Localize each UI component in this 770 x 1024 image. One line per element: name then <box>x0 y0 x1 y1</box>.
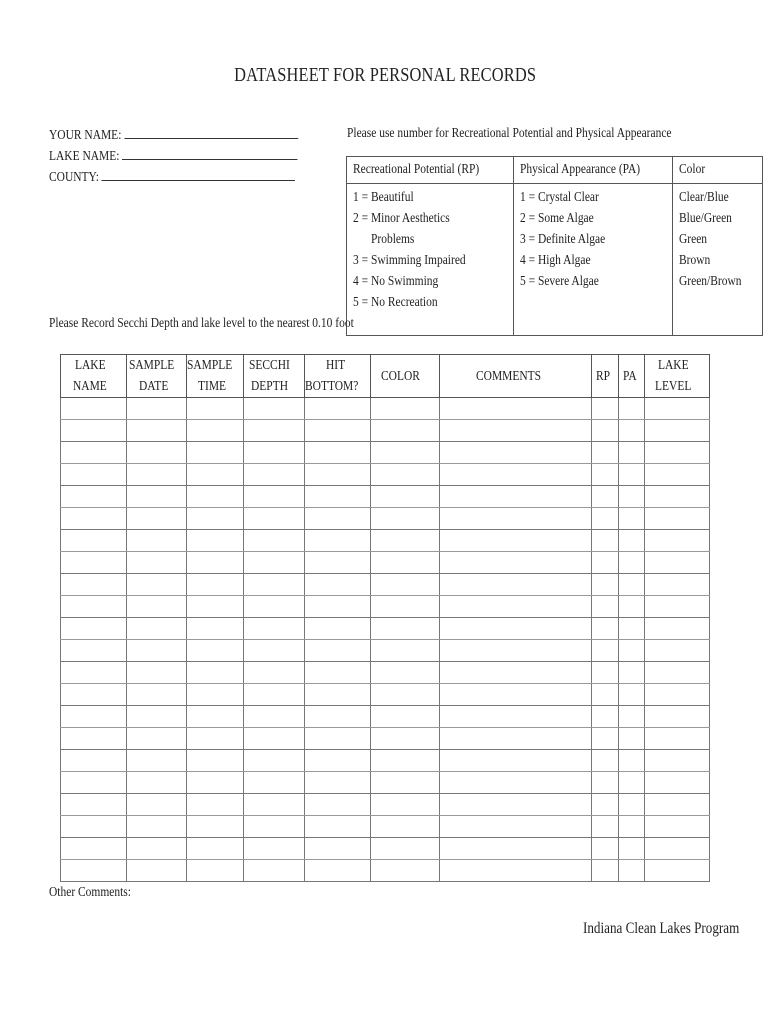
table-cell[interactable] <box>592 508 618 530</box>
table-cell[interactable] <box>618 750 644 772</box>
table-cell[interactable] <box>187 508 243 530</box>
table-row <box>61 486 710 508</box>
table-cell[interactable] <box>439 728 592 750</box>
table-cell[interactable] <box>304 574 370 596</box>
your-name-label: YOUR NAME: <box>49 128 122 143</box>
table-cell[interactable] <box>439 640 592 662</box>
table-cell[interactable] <box>126 772 187 794</box>
table-cell[interactable] <box>370 728 439 750</box>
table-cell[interactable] <box>243 420 304 442</box>
lake-name-label: LAKE NAME: <box>49 149 120 164</box>
table-cell[interactable] <box>304 662 370 684</box>
col-lake-name: LAKE NAME <box>61 355 127 398</box>
legend-table <box>346 156 763 336</box>
table-row <box>61 640 710 662</box>
table-cell[interactable] <box>592 860 618 882</box>
table-cell[interactable] <box>304 706 370 728</box>
color-item: Green/Brown <box>679 274 742 289</box>
table-cell[interactable] <box>618 398 644 420</box>
table-cell[interactable] <box>187 618 243 640</box>
table-cell[interactable] <box>126 816 187 838</box>
table-cell[interactable] <box>592 794 618 816</box>
table-cell[interactable] <box>187 574 243 596</box>
table-cell[interactable] <box>439 684 592 706</box>
table-cell[interactable] <box>126 398 187 420</box>
table-cell[interactable] <box>592 530 618 552</box>
table-cell[interactable] <box>304 794 370 816</box>
table-cell[interactable] <box>370 464 439 486</box>
table-cell[interactable] <box>187 794 243 816</box>
table-cell[interactable] <box>187 860 243 882</box>
table-cell[interactable] <box>439 398 592 420</box>
table-cell[interactable] <box>370 486 439 508</box>
legend-header-color: Color <box>673 157 762 184</box>
col-color: COLOR <box>370 355 439 398</box>
table-cell[interactable] <box>370 794 439 816</box>
table-cell[interactable] <box>592 574 618 596</box>
color-item: Green <box>679 232 708 247</box>
table-cell[interactable] <box>61 706 127 728</box>
table-cell[interactable] <box>439 662 592 684</box>
pa-item: 4 = High Algae <box>519 253 591 268</box>
your-name-field[interactable] <box>49 126 353 144</box>
pa-list <box>513 184 672 336</box>
table-cell[interactable] <box>61 486 127 508</box>
table-cell[interactable] <box>61 838 127 860</box>
table-cell[interactable] <box>618 596 644 618</box>
table-cell[interactable] <box>370 684 439 706</box>
table-cell[interactable] <box>187 816 243 838</box>
table-cell[interactable] <box>645 838 710 860</box>
table-cell[interactable] <box>243 618 304 640</box>
legend-header-rp: Recreational Potential (RP) <box>347 157 514 184</box>
table-cell[interactable] <box>618 838 644 860</box>
table-cell[interactable] <box>187 772 243 794</box>
table-cell[interactable] <box>243 662 304 684</box>
table-cell[interactable] <box>592 816 618 838</box>
table-cell[interactable] <box>243 728 304 750</box>
lake-name-line[interactable] <box>122 147 297 160</box>
table-cell[interactable] <box>187 552 243 574</box>
table-cell[interactable] <box>126 508 187 530</box>
color-item: Brown <box>679 253 711 268</box>
table-row <box>61 552 710 574</box>
table-cell[interactable] <box>439 618 592 640</box>
table-cell[interactable] <box>618 662 644 684</box>
table-cell[interactable] <box>439 420 592 442</box>
table-cell[interactable] <box>618 442 644 464</box>
table-cell[interactable] <box>61 750 127 772</box>
table-cell[interactable] <box>243 442 304 464</box>
table-cell[interactable] <box>618 794 644 816</box>
color-item: Blue/Green <box>679 211 733 226</box>
table-cell[interactable] <box>304 640 370 662</box>
table-cell[interactable] <box>61 442 127 464</box>
table-cell[interactable] <box>618 464 644 486</box>
rp-item: 4 = No Swimming <box>353 274 439 289</box>
table-cell[interactable] <box>645 750 710 772</box>
table-cell[interactable] <box>126 596 187 618</box>
table-cell[interactable] <box>61 816 127 838</box>
table-cell[interactable] <box>439 860 592 882</box>
table-cell[interactable] <box>370 596 439 618</box>
table-row <box>61 442 710 464</box>
table-cell[interactable] <box>439 706 592 728</box>
rp-list <box>347 184 514 336</box>
table-cell[interactable] <box>187 684 243 706</box>
table-cell[interactable] <box>61 398 127 420</box>
table-cell[interactable] <box>592 838 618 860</box>
pa-item: 5 = Severe Algae <box>519 274 599 289</box>
table-cell[interactable] <box>645 552 710 574</box>
pa-item: 3 = Definite Algae <box>519 232 606 247</box>
table-cell[interactable] <box>243 860 304 882</box>
table-cell[interactable] <box>370 838 439 860</box>
other-comments-label: Other Comments: <box>49 885 131 900</box>
table-cell[interactable] <box>592 398 618 420</box>
table-cell[interactable] <box>304 750 370 772</box>
table-cell[interactable] <box>126 662 187 684</box>
table-row <box>61 728 710 750</box>
table-cell[interactable] <box>370 750 439 772</box>
table-cell[interactable] <box>126 574 187 596</box>
table-cell[interactable] <box>439 596 592 618</box>
table-row <box>61 530 710 552</box>
table-row <box>61 596 710 618</box>
table-row <box>61 838 710 860</box>
table-row <box>61 618 710 640</box>
table-cell[interactable] <box>61 640 127 662</box>
table-cell[interactable] <box>304 860 370 882</box>
table-cell[interactable] <box>370 706 439 728</box>
table-cell[interactable] <box>645 486 710 508</box>
table-row <box>61 662 710 684</box>
table-row <box>61 574 710 596</box>
table-cell[interactable] <box>187 464 243 486</box>
table-cell[interactable] <box>126 860 187 882</box>
table-cell[interactable] <box>645 574 710 596</box>
table-cell[interactable] <box>61 772 127 794</box>
col-secchi-depth: SECCHI DEPTH <box>243 355 304 398</box>
your-name-line[interactable] <box>124 126 298 139</box>
table-cell[interactable] <box>61 860 127 882</box>
col-sample-time: SAMPLE TIME <box>187 355 243 398</box>
table-cell[interactable] <box>304 486 370 508</box>
lake-name-field[interactable] <box>49 147 352 165</box>
pa-item: 2 = Some Algae <box>519 211 594 226</box>
table-cell[interactable] <box>645 618 710 640</box>
table-cell[interactable] <box>618 420 644 442</box>
table-cell[interactable] <box>243 640 304 662</box>
table-cell[interactable] <box>243 772 304 794</box>
table-cell[interactable] <box>370 860 439 882</box>
table-cell[interactable] <box>126 420 187 442</box>
table-cell[interactable] <box>439 574 592 596</box>
table-cell[interactable] <box>618 816 644 838</box>
county-label: COUNTY: <box>49 170 99 185</box>
table-cell[interactable] <box>439 486 592 508</box>
table-cell[interactable] <box>370 530 439 552</box>
table-row <box>61 420 710 442</box>
table-cell[interactable] <box>645 420 710 442</box>
rp-item: 3 = Swimming Impaired <box>353 253 466 268</box>
legend-instruction: Please use number for Recreational Potential and Physical Appearance <box>347 126 672 141</box>
table-cell[interactable] <box>645 464 710 486</box>
table-cell[interactable] <box>618 618 644 640</box>
table-cell[interactable] <box>645 794 710 816</box>
table-cell[interactable] <box>370 552 439 574</box>
table-cell[interactable] <box>592 684 618 706</box>
table-cell[interactable] <box>370 662 439 684</box>
table-cell[interactable] <box>304 442 370 464</box>
table-cell[interactable] <box>243 486 304 508</box>
table-cell[interactable] <box>592 464 618 486</box>
table-cell[interactable] <box>592 772 618 794</box>
table-cell[interactable] <box>370 508 439 530</box>
table-cell[interactable] <box>592 596 618 618</box>
table-cell[interactable] <box>618 728 644 750</box>
table-cell[interactable] <box>592 640 618 662</box>
table-cell[interactable] <box>187 838 243 860</box>
table-cell[interactable] <box>370 420 439 442</box>
table-cell[interactable] <box>592 728 618 750</box>
table-row <box>61 706 710 728</box>
table-cell[interactable] <box>618 860 644 882</box>
table-cell[interactable] <box>618 640 644 662</box>
table-cell[interactable] <box>187 486 243 508</box>
col-rp: RP <box>592 355 618 398</box>
col-hit-bottom: HIT BOTTOM? <box>304 355 370 398</box>
color-item: Clear/Blue <box>679 190 730 205</box>
table-cell[interactable] <box>645 442 710 464</box>
table-cell[interactable] <box>61 420 127 442</box>
table-cell[interactable] <box>645 662 710 684</box>
rp-item: Problems <box>371 232 415 247</box>
legend-body-row <box>347 184 763 336</box>
col-lake-level: LAKE LEVEL <box>645 355 710 398</box>
table-cell[interactable] <box>645 398 710 420</box>
table-cell[interactable] <box>645 596 710 618</box>
table-cell[interactable] <box>370 442 439 464</box>
table-cell[interactable] <box>304 816 370 838</box>
table-cell[interactable] <box>61 684 127 706</box>
rp-item: 5 = No Recreation <box>353 295 438 310</box>
table-cell[interactable] <box>187 662 243 684</box>
table-cell[interactable] <box>187 420 243 442</box>
table-cell[interactable] <box>370 816 439 838</box>
col-sample-date: SAMPLE DATE <box>126 355 187 398</box>
table-cell[interactable] <box>304 618 370 640</box>
table-cell[interactable] <box>439 508 592 530</box>
table-cell[interactable] <box>187 728 243 750</box>
table-row <box>61 860 710 882</box>
table-cell[interactable] <box>592 420 618 442</box>
table-cell[interactable] <box>187 398 243 420</box>
table-cell[interactable] <box>370 398 439 420</box>
table-cell[interactable] <box>126 706 187 728</box>
footer-program-name: Indiana Clean Lakes Program <box>583 920 740 937</box>
records-table <box>60 354 710 882</box>
table-cell[interactable] <box>645 860 710 882</box>
table-cell[interactable] <box>187 750 243 772</box>
table-cell[interactable] <box>126 794 187 816</box>
table-cell[interactable] <box>126 728 187 750</box>
table-cell[interactable] <box>61 618 127 640</box>
table-cell[interactable] <box>645 816 710 838</box>
table-cell[interactable] <box>304 552 370 574</box>
table-cell[interactable] <box>439 530 592 552</box>
table-cell[interactable] <box>618 684 644 706</box>
table-cell[interactable] <box>618 706 644 728</box>
table-cell[interactable] <box>304 530 370 552</box>
table-cell[interactable] <box>243 684 304 706</box>
table-cell[interactable] <box>370 618 439 640</box>
table-row <box>61 684 710 706</box>
table-cell[interactable] <box>243 706 304 728</box>
table-cell[interactable] <box>243 596 304 618</box>
table-cell[interactable] <box>243 552 304 574</box>
pa-item: 1 = Crystal Clear <box>519 190 599 205</box>
table-cell[interactable] <box>618 530 644 552</box>
page-title: DATASHEET FOR PERSONAL RECORDS <box>233 64 537 86</box>
rp-item: 1 = Beautiful <box>353 190 414 205</box>
table-cell[interactable] <box>61 530 127 552</box>
records-body <box>61 398 710 882</box>
table-cell[interactable] <box>618 486 644 508</box>
table-row <box>61 750 710 772</box>
table-cell[interactable] <box>618 574 644 596</box>
legend-header-pa: Physical Appearance (PA) <box>513 157 672 184</box>
county-line[interactable] <box>102 168 296 181</box>
table-cell[interactable] <box>370 574 439 596</box>
table-cell[interactable] <box>187 640 243 662</box>
table-cell[interactable] <box>126 464 187 486</box>
table-cell[interactable] <box>645 772 710 794</box>
table-cell[interactable] <box>618 772 644 794</box>
table-cell[interactable] <box>370 640 439 662</box>
table-cell[interactable] <box>304 596 370 618</box>
table-cell[interactable] <box>126 442 187 464</box>
table-cell[interactable] <box>304 464 370 486</box>
table-cell[interactable] <box>61 662 127 684</box>
col-comments: COMMENTS <box>439 355 592 398</box>
county-field[interactable] <box>49 168 349 186</box>
table-row <box>61 464 710 486</box>
table-cell[interactable] <box>187 596 243 618</box>
table-cell[interactable] <box>126 750 187 772</box>
table-cell[interactable] <box>243 574 304 596</box>
table-cell[interactable] <box>61 596 127 618</box>
table-row <box>61 794 710 816</box>
table-cell[interactable] <box>304 684 370 706</box>
table-cell[interactable] <box>243 816 304 838</box>
table-cell[interactable] <box>439 750 592 772</box>
table-cell[interactable] <box>61 728 127 750</box>
table-cell[interactable] <box>645 684 710 706</box>
table-row <box>61 398 710 420</box>
table-cell[interactable] <box>439 464 592 486</box>
table-cell[interactable] <box>61 552 127 574</box>
table-cell[interactable] <box>645 706 710 728</box>
table-row <box>61 816 710 838</box>
table-cell[interactable] <box>592 442 618 464</box>
table-cell[interactable] <box>61 464 127 486</box>
table-cell[interactable] <box>645 728 710 750</box>
table-cell[interactable] <box>61 574 127 596</box>
table-cell[interactable] <box>243 398 304 420</box>
table-cell[interactable] <box>126 486 187 508</box>
table-cell[interactable] <box>592 706 618 728</box>
table-cell[interactable] <box>243 794 304 816</box>
table-cell[interactable] <box>645 508 710 530</box>
records-header-row <box>61 355 710 398</box>
legend-header-row <box>347 157 763 184</box>
table-cell[interactable] <box>243 530 304 552</box>
table-cell[interactable] <box>439 794 592 816</box>
table-cell[interactable] <box>592 486 618 508</box>
table-cell[interactable] <box>618 552 644 574</box>
table-cell[interactable] <box>645 530 710 552</box>
table-cell[interactable] <box>243 750 304 772</box>
table-cell[interactable] <box>439 816 592 838</box>
table-cell[interactable] <box>126 552 187 574</box>
table-cell[interactable] <box>187 530 243 552</box>
table-cell[interactable] <box>304 838 370 860</box>
table-cell[interactable] <box>243 508 304 530</box>
table-cell[interactable] <box>61 508 127 530</box>
table-cell[interactable] <box>592 662 618 684</box>
table-row <box>61 508 710 530</box>
table-cell[interactable] <box>439 552 592 574</box>
col-pa: PA <box>618 355 644 398</box>
rp-item: 2 = Minor Aesthetics <box>353 211 450 226</box>
table-cell[interactable] <box>126 838 187 860</box>
table-cell[interactable] <box>61 794 127 816</box>
table-cell[interactable] <box>304 398 370 420</box>
table-cell[interactable] <box>304 420 370 442</box>
table-cell[interactable] <box>243 838 304 860</box>
table-cell[interactable] <box>439 442 592 464</box>
table-cell[interactable] <box>243 464 304 486</box>
table-cell[interactable] <box>592 618 618 640</box>
table-cell[interactable] <box>304 728 370 750</box>
secchi-instruction: Please Record Secchi Depth and lake level to the nearest 0.10 foot <box>49 316 354 331</box>
table-cell[interactable] <box>126 684 187 706</box>
color-list <box>673 184 762 336</box>
table-cell[interactable] <box>126 530 187 552</box>
table-cell[interactable] <box>370 772 439 794</box>
table-cell[interactable] <box>126 618 187 640</box>
table-cell[interactable] <box>618 508 644 530</box>
table-cell[interactable] <box>187 706 243 728</box>
table-row <box>61 772 710 794</box>
table-cell[interactable] <box>592 750 618 772</box>
table-cell[interactable] <box>439 838 592 860</box>
table-cell[interactable] <box>126 640 187 662</box>
table-cell[interactable] <box>187 442 243 464</box>
table-cell[interactable] <box>304 508 370 530</box>
table-cell[interactable] <box>645 640 710 662</box>
table-cell[interactable] <box>439 772 592 794</box>
table-cell[interactable] <box>304 772 370 794</box>
table-cell[interactable] <box>592 552 618 574</box>
